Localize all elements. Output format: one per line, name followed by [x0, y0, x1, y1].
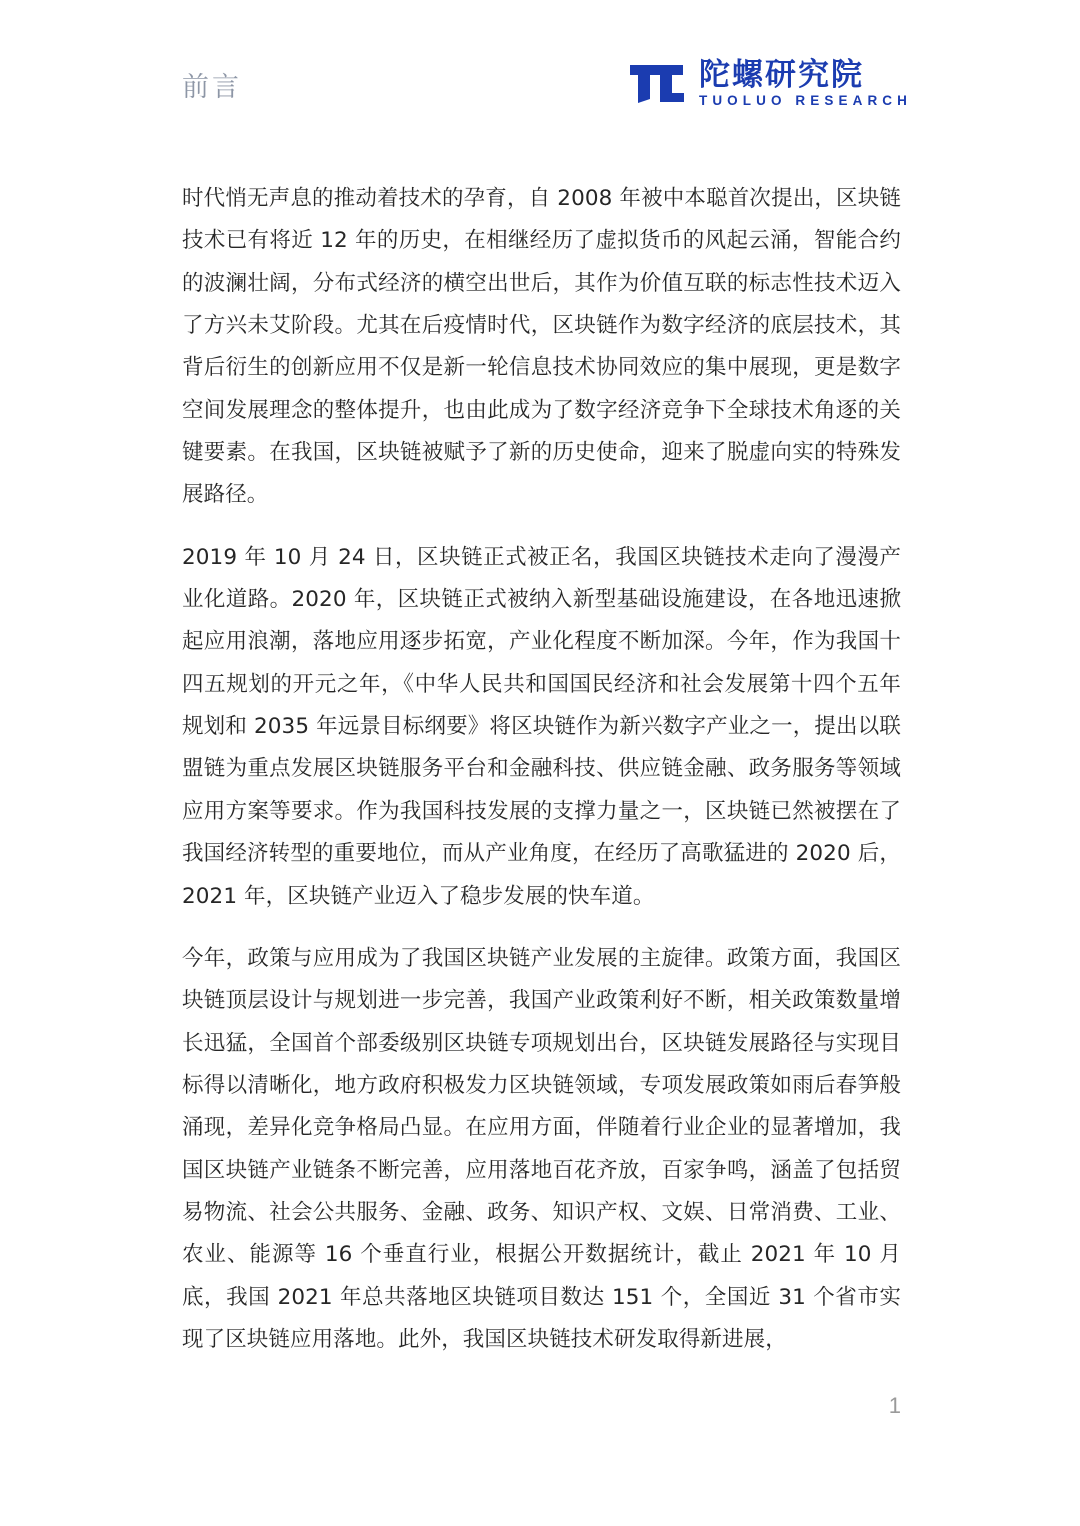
body-paragraph: 今年，政策与应用成为了我国区块链产业发展的主旋律。政策方面，我国区块链顶层设计与规划进一步完善，我国产业政策利好不断，相关政策数量增长迅猛，全国首个部委级别区块链专项规划出台，区块链发展路径与实现目标得以清晰化，地方政府积极发力区块链领域，专项发展政策如雨后春笋般涌现，差异化竞争格局凸显。在应用方面，伴随着行业企业的显著增加，我国区块链产业链条不断完善，应用落地百花齐放，百家争鸣，涵盖了包括贸易物流、社会公共服务、金融、政务、知识产权、文娱、日常消费、工业、农业、能源等 16 个垂直行业，根据公开数据统计，截止 2021 年 10 月底，我国 2021 年总共落地区块链项目数达 151 个，全国近 31 个省市实现了区块链应用落地。此外，我国区块链技术研发取得新进展，: [182, 945, 901, 1352]
body-paragraph: 时代悄无声息的推动着技术的孕育，自 2008 年被中本聪首次提出，区块链技术已有将近 12 年的历史，在相继经历了虚拟货币的风起云涌，智能合约的波澜壮阔，分布式经济的横空出世后，其作为价值互联的标志性技术迈入了方兴未艾阶段。尤其在后疫情时代，区块链作为数字经济的底层技术，其背后衍生的创新应用不仅是新一轮信息技术协同效应的集中展现，更是数字空间发展理念的整体提升，也由此成为了数字经济竞争下全球技术角逐的关键要素。在我国，区块链被赋予了新的历史使命，迎来了脱虚向实的特殊发展路径。: [182, 186, 901, 508]
brand-logo: [629, 56, 912, 109]
page-title: 前言: [182, 71, 242, 102]
brand-name-cn: 陀螺研究院: [698, 56, 864, 93]
body-paragraph: 2019 年 10 月 24 日，区块链正式被正名，我国区块链技术走向了漫漫产业化道路。2020 年，区块链正式被纳入新型基础设施建设，在各地迅速掀起应用浪潮，落地应用逐步拓宽，产业化程度不断加深。今年，作为我国十四五规划的开元之年，《中华人民共和国国民经济和社会发展第十四个五年规划和 2035 年远景目标纲要》将区块链作为新兴数字产业之一，提出以联盟链为重点发展区块链服务平台和金融科技、供应链金融、政务服务等领域应用方案等要求。作为我国科技发展的支撑力量之一，区块链已然被摆在了我国经济转型的重要地位，而从产业角度，在经历了高歌猛进的 2020 后，2021 年，区块链产业迈入了稳步发展的快车道。: [182, 544, 901, 909]
brand-logo-text: [698, 56, 912, 109]
tuoluo-tl-monogram-icon: [629, 62, 685, 106]
page-number: 1: [888, 1393, 901, 1418]
page-header: [0, 0, 1080, 168]
document-body: [182, 178, 901, 1361]
brand-name-en: TUOLUO RESEARCH: [698, 93, 912, 109]
page-footer: [182, 1395, 901, 1417]
